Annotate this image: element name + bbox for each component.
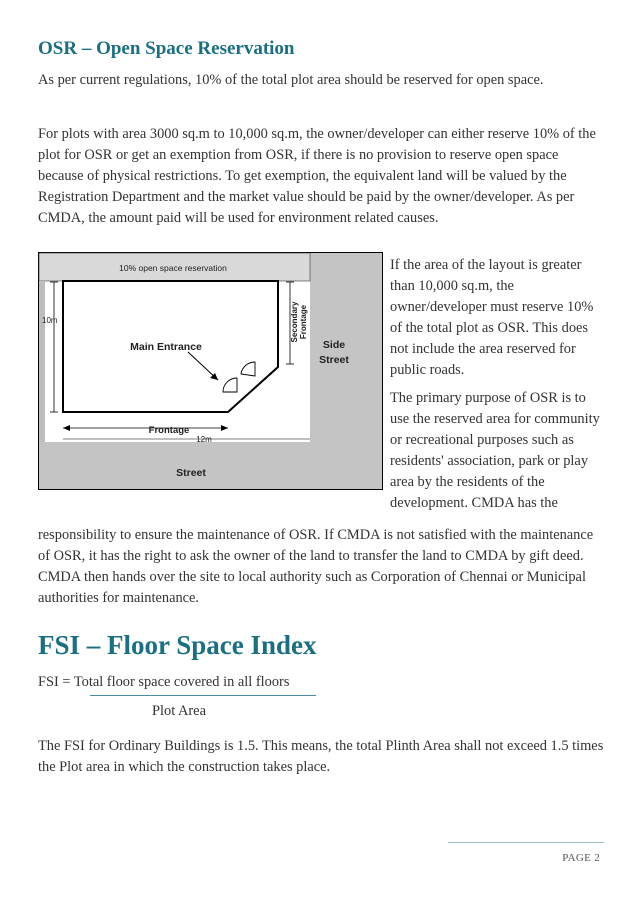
secondary-frontage-label-1: Secondary [290,301,299,343]
osr-paragraph-5: responsibility to ensure the maintenance of OSR. If CMDA is not satisfied with the maintenance of OSR, it has the right to ask the owner of the land to transfer the land to CMDA by gift deed. CMDA then hands over the site to local authority such as Corporation of Chennai or Municipal authorities for maintenance. [38,527,594,606]
document-page [38,0,604,903]
fsi-heading: FSI – Floor Space Index [38,630,317,660]
street-label: Street [176,467,206,479]
osr-layout-diagram [38,252,383,490]
fsi-formula-denominator: Plot Area [152,703,206,719]
left-hatch [39,281,45,442]
width-dimension-label: 12m [196,435,212,444]
osr-paragraph-4: The primary purpose of OSR is to use the reserved area for community or recreational purposes such as residents' association, park or play area by the residents of the development. CMDA has the [390,390,600,511]
frontage-label: Frontage [148,425,190,436]
osr-paragraph-2: For plots with area 3000 sq.m to 10,000 sq.m, the owner/developer can either reserve 10% of the plot for OSR or get an exemption from OSR, if there is no provision to reserve open space because of physical restrictions. To get exemption, the equivalent land will be valued by the Registration Department and the market value should be paid by the owner/developer. As per CMDA, the amount paid will be used for environment related causes. [38,126,596,226]
page-number: PAGE 2 [562,852,600,864]
fsi-paragraph: The FSI for Ordinary Buildings is 1.5. This means, the total Plinth Area shall not exceed 1.5 times the Plot area in which the construction takes place. [38,738,604,775]
osr-paragraph-3: If the area of the layout is greater than 10,000 sq.m, the owner/developer must reserve 10% of the total plot as OSR. This does not include the area reserved for public roads. [390,257,594,378]
main-entrance-label: Main Entrance [130,341,202,353]
street-area [39,442,382,489]
fsi-formula-numerator: FSI = Total floor space covered in all floors [38,674,290,690]
side-street-label-1: Side [322,339,346,351]
footer-rule [448,842,604,843]
osr-paragraph-1: As per current regulations, 10% of the total plot area should be reserved for open space. [38,72,544,88]
left-dimension-label: 10m [42,316,58,325]
osr-diagram-svg [38,252,383,490]
osr-band-label: 10% open space reservation [119,263,227,273]
osr-side-column [390,255,604,514]
side-street-label-2: Street [319,354,349,366]
osr-heading: OSR – Open Space Reservation [38,38,295,59]
secondary-frontage-label-2: Frontage [299,304,308,340]
fsi-fraction-bar [90,695,316,696]
